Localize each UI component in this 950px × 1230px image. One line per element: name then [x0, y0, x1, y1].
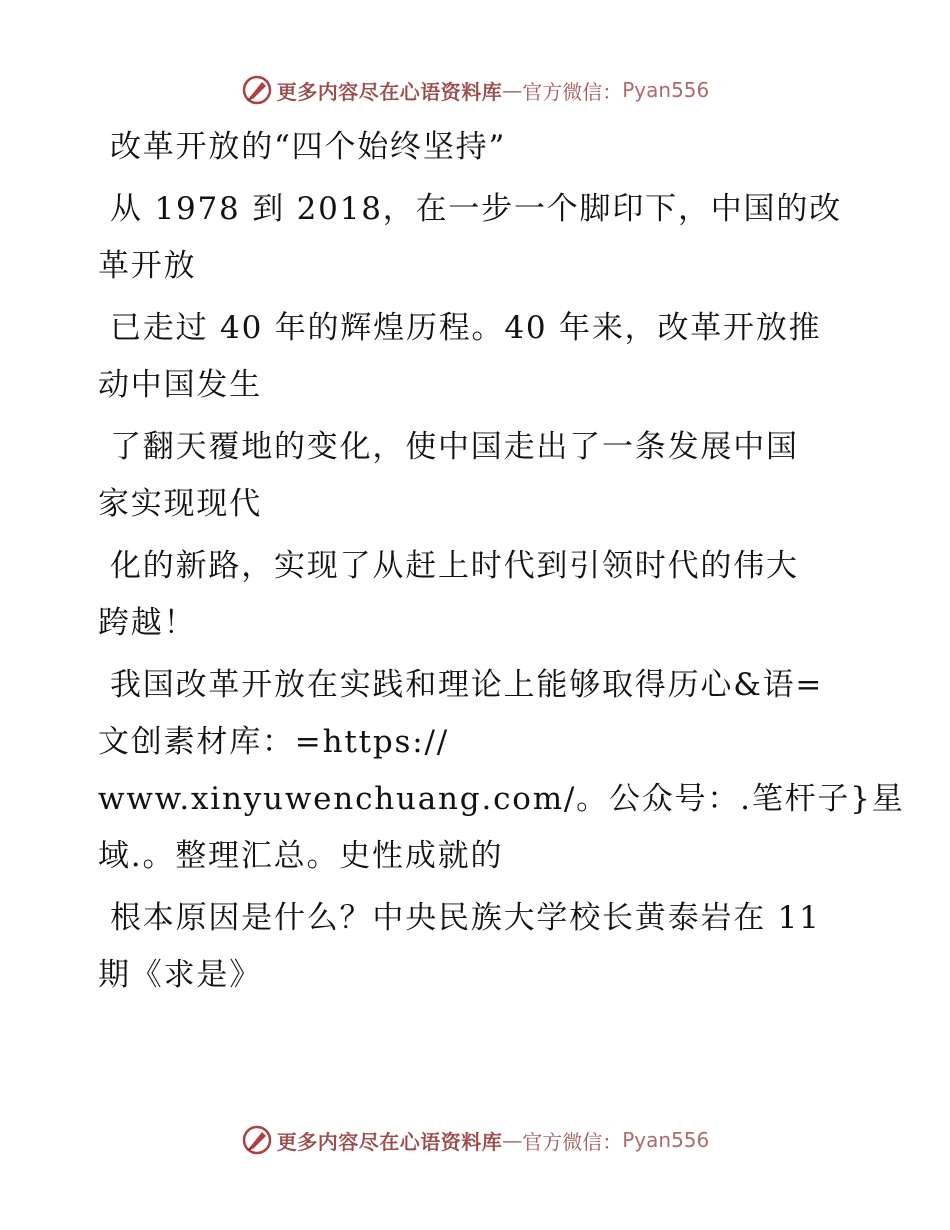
watermark-id: Pyan556	[622, 78, 710, 102]
pen-nib-circle-icon	[241, 74, 273, 106]
watermark-text: 更多内容尽在心语资料库	[276, 1129, 503, 1154]
paragraph-line: 从 1978 到 2018，在一步一个脚印下，中国的改	[110, 191, 842, 227]
paragraph-line: 跨越！	[98, 605, 197, 641]
pen-nib-circle-icon	[241, 1124, 273, 1156]
paragraph-line: 文创素材库：=https://	[98, 724, 449, 760]
paragraph-line: 化的新路，实现了从赶上时代到引领时代的伟大	[110, 548, 799, 584]
paragraph-line: www.xinyuwenchuang.com/。公众号：.笔杆子}星	[98, 781, 905, 817]
paragraph-line: 动中国发生	[98, 367, 262, 403]
watermark-separator: —	[502, 78, 523, 102]
paragraph-line: 革开放	[98, 248, 197, 284]
paragraph-line: 域.。整理汇总。史性成就的	[98, 838, 504, 874]
watermark-sub: 官方微信：	[522, 79, 623, 104]
paragraph-line: 期《求是》	[98, 957, 262, 993]
watermark-id: Pyan556	[622, 1128, 710, 1152]
watermark-separator: —	[502, 1128, 523, 1152]
paragraph-line: 了翻天覆地的变化，使中国走出了一条发展中国	[110, 429, 799, 465]
paragraph-line: 家实现现代	[98, 486, 262, 522]
watermark-sub: 官方微信：	[522, 1129, 623, 1154]
header-watermark	[0, 70, 950, 110]
paragraph-line: 根本原因是什么？中央民族大学校长黄泰岩在 11	[110, 900, 821, 936]
watermark-text: 更多内容尽在心语资料库	[276, 79, 503, 104]
document-title: 改革开放的“四个始终坚持”	[110, 129, 507, 165]
paragraph-line: 已走过 40 年的辉煌历程。40 年来，改革开放推	[110, 310, 822, 346]
document-body	[98, 122, 905, 1012]
paragraph-line: 我国改革开放在实践和理论上能够取得历心&语=	[110, 667, 824, 703]
footer-watermark	[0, 1120, 950, 1160]
